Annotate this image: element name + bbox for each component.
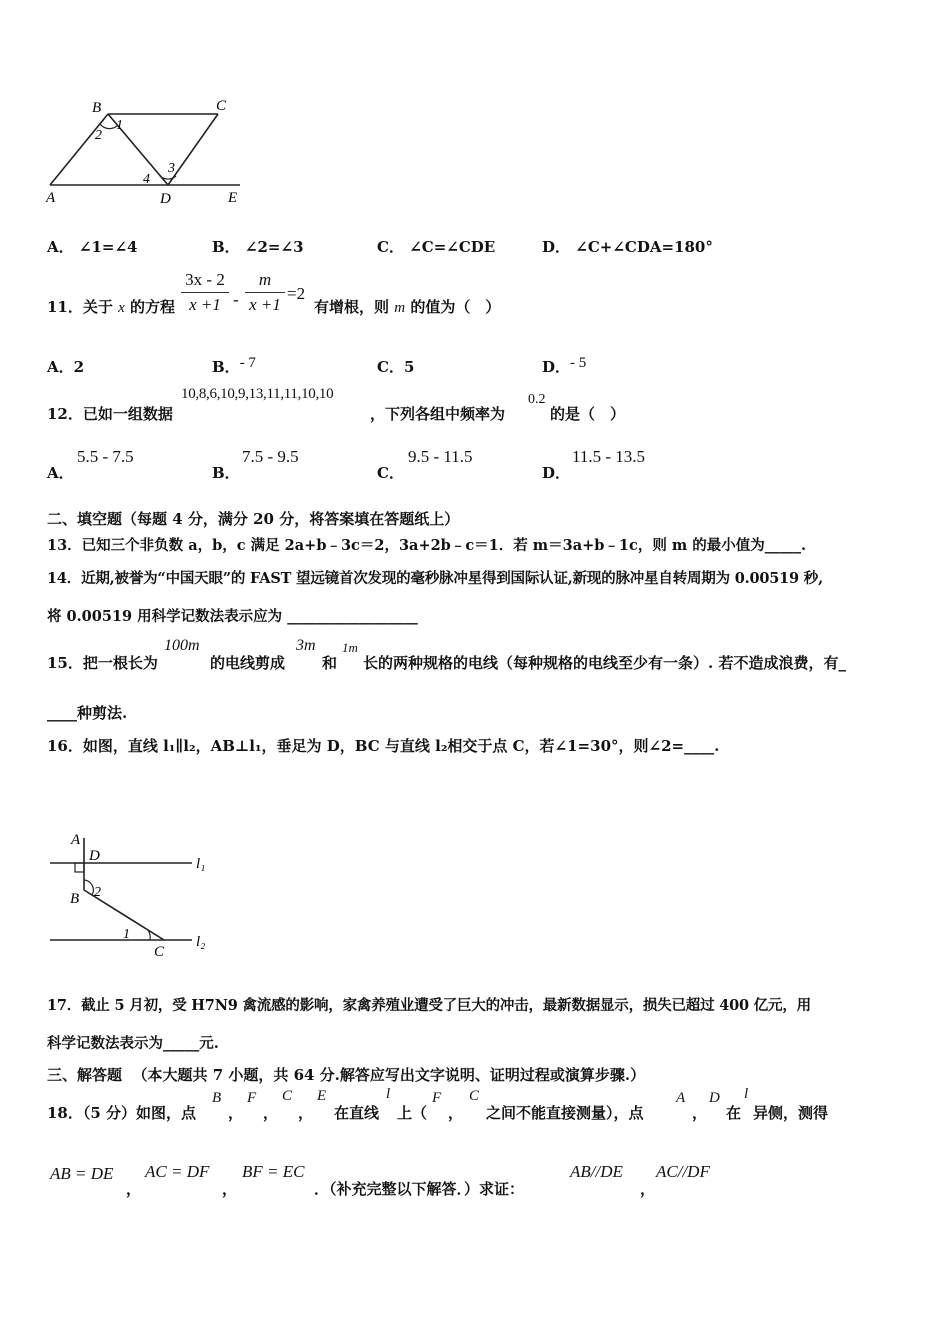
q12-option-b-letter: B． — [212, 464, 240, 482]
q12-option-c: 9.5 - 11.5 — [408, 447, 473, 466]
label-e: E — [228, 190, 238, 206]
q18-equation-3: BF = EC — [242, 1162, 305, 1181]
q18-point-c: C — [282, 1088, 293, 1104]
q18-text-5: 异侧，测得 — [753, 1104, 829, 1122]
q15-stem: 15．把一根长为 — [47, 654, 158, 672]
q18-comma-5: ， — [692, 1104, 708, 1122]
q15-tail: 长的两种规格的电线（每种规格的电线至少有一条）. 若不造成浪费，有_ — [363, 654, 846, 672]
q12-data: 10,8,6,10,9,13,11,11,10,10 — [181, 386, 334, 402]
q18-text-3: 之间不能直接测量），点 — [486, 1104, 644, 1122]
label-c: C — [154, 944, 165, 960]
figure-parallelogram — [40, 92, 250, 210]
q18-point-a: A — [676, 1090, 686, 1106]
q12-option-a: 5.5 - 7.5 — [77, 447, 134, 466]
q18-comma-2: ， — [263, 1104, 279, 1122]
q11-option-d: D．- 5 — [542, 355, 587, 376]
angle-label-2: 2 — [94, 885, 101, 900]
label-d: D — [89, 848, 100, 864]
q15-length-1m: 1m — [342, 640, 358, 655]
label-a: A — [71, 832, 81, 848]
q15-line-2: ____种剪法. — [47, 704, 128, 722]
q13: 13．已知三个非负数 a，b，c 满足 2a+b﹣3c＝2，3a+2b﹣c＝1．若 m＝3a+b﹣1c，则 m 的最小值为_____. — [47, 537, 807, 554]
angle-label-2: 2 — [95, 128, 102, 143]
q12-stem: 12．已如一组数据 — [47, 405, 173, 423]
q12-option-d: 11.5 - 13.5 — [572, 447, 646, 466]
q10-option-a: A． ∠1=∠4 — [47, 238, 138, 256]
q12-frequency: 0.2 — [528, 392, 546, 407]
angle-label-4: 4 — [143, 172, 150, 187]
q17-line-1: 17．截止 5 月初，受 H7N9 禽流感的影响，家禽养殖业遭受了巨大的冲击，最新数据显示，损失已超过 400 亿元，用 — [47, 997, 811, 1014]
q11-stem: 11．关于 x 的方程 — [47, 298, 176, 316]
q18-equation-2: AC = DF — [145, 1162, 210, 1181]
q18-text-4: 在 — [726, 1104, 742, 1122]
label-d: D — [160, 191, 171, 207]
section-3-heading: 三、解答题 （本大题共 7 小题，共 64 分.解答应写出文字说明、证明过程或演算步骤.） — [47, 1066, 646, 1084]
q18-comma-6: ， — [126, 1180, 142, 1198]
q18-stem: 18．（5 分）如图，点 — [47, 1104, 197, 1122]
q15-mid-1: 的电线剪成 — [210, 654, 286, 672]
q17-line-2: 科学记数法表示为_____元. — [47, 1035, 219, 1052]
q11-equals: =2 — [287, 284, 306, 303]
q18-equation-1: AB = DE — [50, 1164, 114, 1183]
q18-comma-1: ， — [228, 1104, 244, 1122]
q18-point-f-2: F — [432, 1090, 442, 1106]
q12-option-c-letter: C． — [377, 464, 404, 482]
q11-tail: 有增根，则 m 的值为（ ） — [314, 298, 501, 316]
right-angle-mark — [75, 863, 84, 872]
q18-point-b: B — [212, 1090, 222, 1106]
q12-mid: ，下列各组中频率为 — [370, 405, 506, 423]
q18-parallel-2: AC//DF — [656, 1162, 710, 1181]
figure-parallel-lines — [44, 828, 219, 960]
label-a: A — [46, 190, 56, 206]
label-b: B — [70, 891, 80, 907]
q15-length-100m: 100m — [164, 637, 200, 654]
q18-text-6: ．（补充完整以下解答．）求证： — [314, 1180, 525, 1198]
q18-comma-3: ， — [298, 1104, 314, 1122]
q18-text-1: 在直线 — [334, 1104, 380, 1122]
q11-option-a: A．2 — [47, 358, 85, 376]
q11-minus: - — [233, 290, 239, 309]
q15-mid-2: 和 — [322, 654, 338, 672]
q18-comma-7: ， — [222, 1180, 238, 1198]
section-2-heading: 二、填空题（每题 4 分，满分 20 分，将答案填在答题纸上） — [47, 510, 460, 528]
q16: 16．如图，直线 l₁∥l₂，AB⊥l₁，垂足为 D，BC 与直线 l₂相交于点 C，若∠1=30°，则∠2=____. — [47, 737, 720, 755]
angle-label-1: 1 — [116, 118, 123, 133]
q18-point-d: D — [709, 1090, 720, 1106]
q11-fraction-2: m x +1 — [245, 270, 285, 315]
q11-fraction-1: 3x - 2 x +1 — [181, 270, 229, 315]
q12-option-b: 7.5 - 9.5 — [242, 447, 299, 466]
q10-option-b: B． ∠2=∠3 — [212, 238, 304, 256]
q18-comma-8: ， — [640, 1180, 656, 1198]
q18-point-f: F — [247, 1090, 257, 1106]
q12-option-d-letter: D． — [542, 464, 571, 482]
angle-label-3: 3 — [168, 161, 175, 176]
q10-option-d: D． ∠C+∠CDA=180° — [542, 238, 713, 256]
q18-line-l: l — [386, 1086, 391, 1102]
q18-parallel-1: AB//DE — [570, 1162, 623, 1181]
label-l2: l₂ — [196, 934, 206, 950]
line-cd — [168, 114, 218, 185]
label-c: C — [216, 98, 227, 114]
q12-tail: 的是（ ） — [550, 405, 626, 423]
q14-line-2: 将 0.00519 用科学记数法表示应为 __________________ — [47, 608, 418, 625]
q18-point-c-2: C — [469, 1088, 480, 1104]
q18-point-e: E — [317, 1088, 327, 1104]
line-ab — [50, 114, 108, 185]
q15-length-3m: 3m — [296, 637, 316, 654]
q18-line-l-2: l — [744, 1086, 749, 1102]
q11-option-c: C．5 — [377, 358, 415, 376]
label-b: B — [92, 100, 102, 116]
q10-option-c: C． ∠C=∠CDE — [377, 238, 496, 256]
angle-label-1: 1 — [123, 927, 130, 942]
q11-option-b: B．- 7 — [212, 355, 256, 376]
label-l1: l₁ — [196, 856, 206, 872]
q18-text-2: 上（ — [397, 1104, 428, 1122]
q14-line-1: 14．近期,被誉为“中国天眼”的 FAST 望远镜首次发现的毫秒脉冲星得到国际认证,新现的脉冲星自转周期为 0.00519 秒, — [47, 570, 823, 587]
q12-option-a-letter: A． — [47, 464, 74, 482]
q18-comma-4: ， — [448, 1104, 464, 1122]
